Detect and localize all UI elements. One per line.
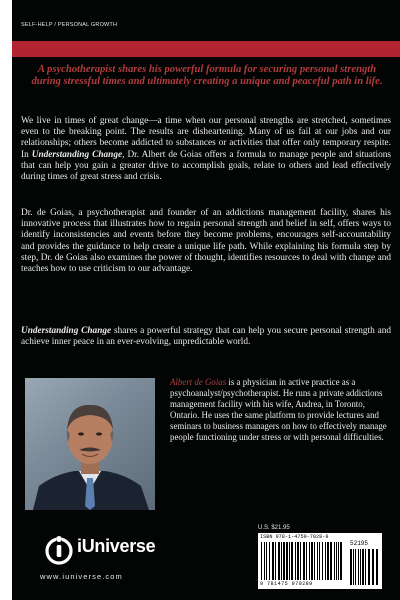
description-paragraph-2: Dr. de Goias, a psychotherapist and founder of an addictions management facility, shares his innovative process that illustrates how to regain personal strength and belief in self, offers ways to identify inconsistencies and events before they become problems, encourages self-accountability and provides the guidance to help create a unique life path. While explaining his formula step by step, Dr. de Goias also examines the power of thought, identifies resources to deal with change and teaches how to use criticism to our advantage. (21, 208, 391, 275)
paragraph-1-text-a: We live in times of great change—a time when our personal strengths are stretched, sometimes even to the breaking point. The results are disheartening. Many of us fail at our jobs and our relationships; others become addicted to substances or activities that offer only temporary respite. In (21, 116, 391, 160)
barcode (258, 533, 382, 589)
author-name: Albert de Goias (170, 377, 227, 387)
red-band (12, 41, 400, 57)
barcode-addon: 52195 (350, 540, 369, 547)
publisher-name: iUniverse (77, 536, 156, 556)
paragraph-1-text-b: , Dr. Albert de Goias offers a formula to manage people and situations that can help you gain a greater drive to accomplish goals, relate to others and lead effectively during times of great stress and crisis. (21, 149, 392, 183)
isbn-label: ISBN 978-1-4759-7028-9 (260, 534, 329, 540)
publisher-logo (44, 534, 174, 574)
publisher-website: www.iuniverse.com (40, 572, 123, 581)
book-title-reference: Understanding Change (31, 149, 123, 160)
author-bio-text: is a physician in active practice as a psychoanalyst/psychotherapist. He runs a private addictions management facility with his wife, Andrea, in Toronto, Ontario. He uses the same platform to provide lectures and seminars to business managers on how to effectively manage people functioning under stress or with personal difficulties. (170, 377, 387, 442)
iuniverse-logo-icon (44, 534, 74, 566)
back-cover (12, 0, 400, 600)
description-paragraph-3 (21, 326, 391, 348)
book-title-reference-2: Understanding Change (21, 326, 112, 336)
price-label: U.S. $21.95 (258, 525, 290, 531)
paragraph-3-text: shares a powerful strategy that can help you secure personal strength and achieve inner peace in an ever-evolving, unpredictable world. (21, 326, 391, 348)
author-portrait-icon (25, 378, 155, 510)
category-label: SELF-HELP / PERSONAL GROWTH (21, 22, 118, 28)
barcode-digits: 9 781475 970289 (260, 581, 313, 587)
tagline: A psychotherapist shares his powerful formula for securing personal strength during stressful times and ultimately creating a unique and peaceful path in life. (31, 64, 383, 87)
author-photo (25, 378, 155, 510)
description-paragraph-1 (21, 116, 391, 183)
author-bio (170, 377, 390, 442)
